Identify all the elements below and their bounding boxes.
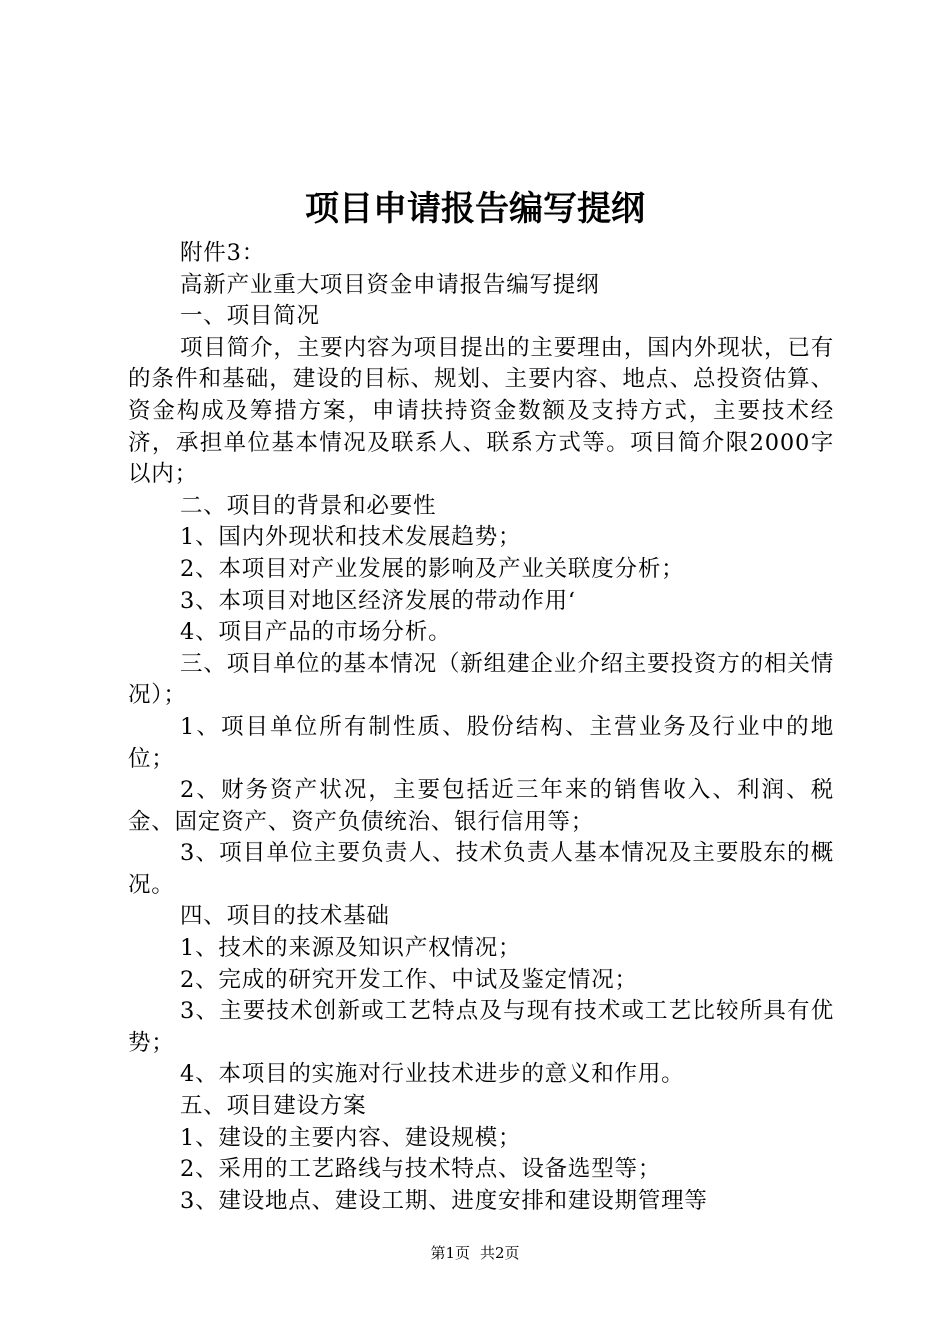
list-item: 4、本项目的实施对行业技术进步的意义和作用。 <box>180 1061 685 1088</box>
list-item: 1、国内外现状和技术发展趋势； <box>180 524 522 551</box>
list-item: 3、主要技术创新或工艺特点及与现有技术或工艺比较所具有优势； <box>128 998 834 1056</box>
page-total: 共2页 <box>480 1244 520 1262</box>
list-item: 3、建设地点、建设工期、进度安排和建设期管理等 <box>180 1187 708 1214</box>
section-heading: 一、项目简况 <box>180 303 320 330</box>
section-heading: 二、项目的背景和必要性 <box>180 492 437 519</box>
list-item: 2、财务资产状况，主要包括近三年来的销售收入、利润、税金、固定资产、资产负债统治、银行信用等； <box>128 777 834 835</box>
list-item: 1、建设的主要内容、建设规模； <box>180 1124 522 1151</box>
list-item: 2、完成的研究开发工作、中试及鉴定情况； <box>180 966 638 993</box>
list-item: 3、本项目对地区经济发展的带动作用‘ <box>180 587 576 614</box>
section-heading: 五、项目建设方案 <box>180 1093 367 1120</box>
list-item: 1、项目单位所有制性质、股份结构、主营业务及行业中的地位； <box>128 713 834 772</box>
attachment-label: 附件3： <box>180 240 266 266</box>
section-heading: 四、项目的技术基础 <box>180 903 390 930</box>
list-item: 3、项目单位主要负责人、技术负责人基本情况及主要股东的概况。 <box>128 840 834 898</box>
subtitle: 高新产业重大项目资金申请报告编写提纲 <box>180 271 600 298</box>
paragraph: 项目简介，主要内容为项目提出的主要理由，国内外现状，已有的条件和基础，建设的目标、规划、主要内容、地点、总投资估算、资金构成及筹措方案，申请扶持资金数额及支持方式，主要技术经济，承担单位基本情况及联系人、联系方式等。项目简介限2000字以内； <box>128 334 834 488</box>
list-item: 2、采用的工艺路线与技术特点、设备选型等； <box>180 1156 662 1183</box>
list-item: 1、技术的来源及知识产权情况； <box>180 935 522 962</box>
page-footer <box>0 1242 950 1264</box>
document-body <box>128 238 834 1217</box>
page-number: 第1页 <box>430 1244 470 1262</box>
section-heading: 三、项目单位的基本情况（新组建企业介绍主要投资方的相关情况）； <box>128 650 834 709</box>
document-title: 项目申请报告编写提纲 <box>305 189 645 229</box>
list-item: 2、本项目对产业发展的影响及产业关联度分析； <box>180 555 685 582</box>
list-item: 4、项目产品的市场分析。 <box>180 619 452 646</box>
